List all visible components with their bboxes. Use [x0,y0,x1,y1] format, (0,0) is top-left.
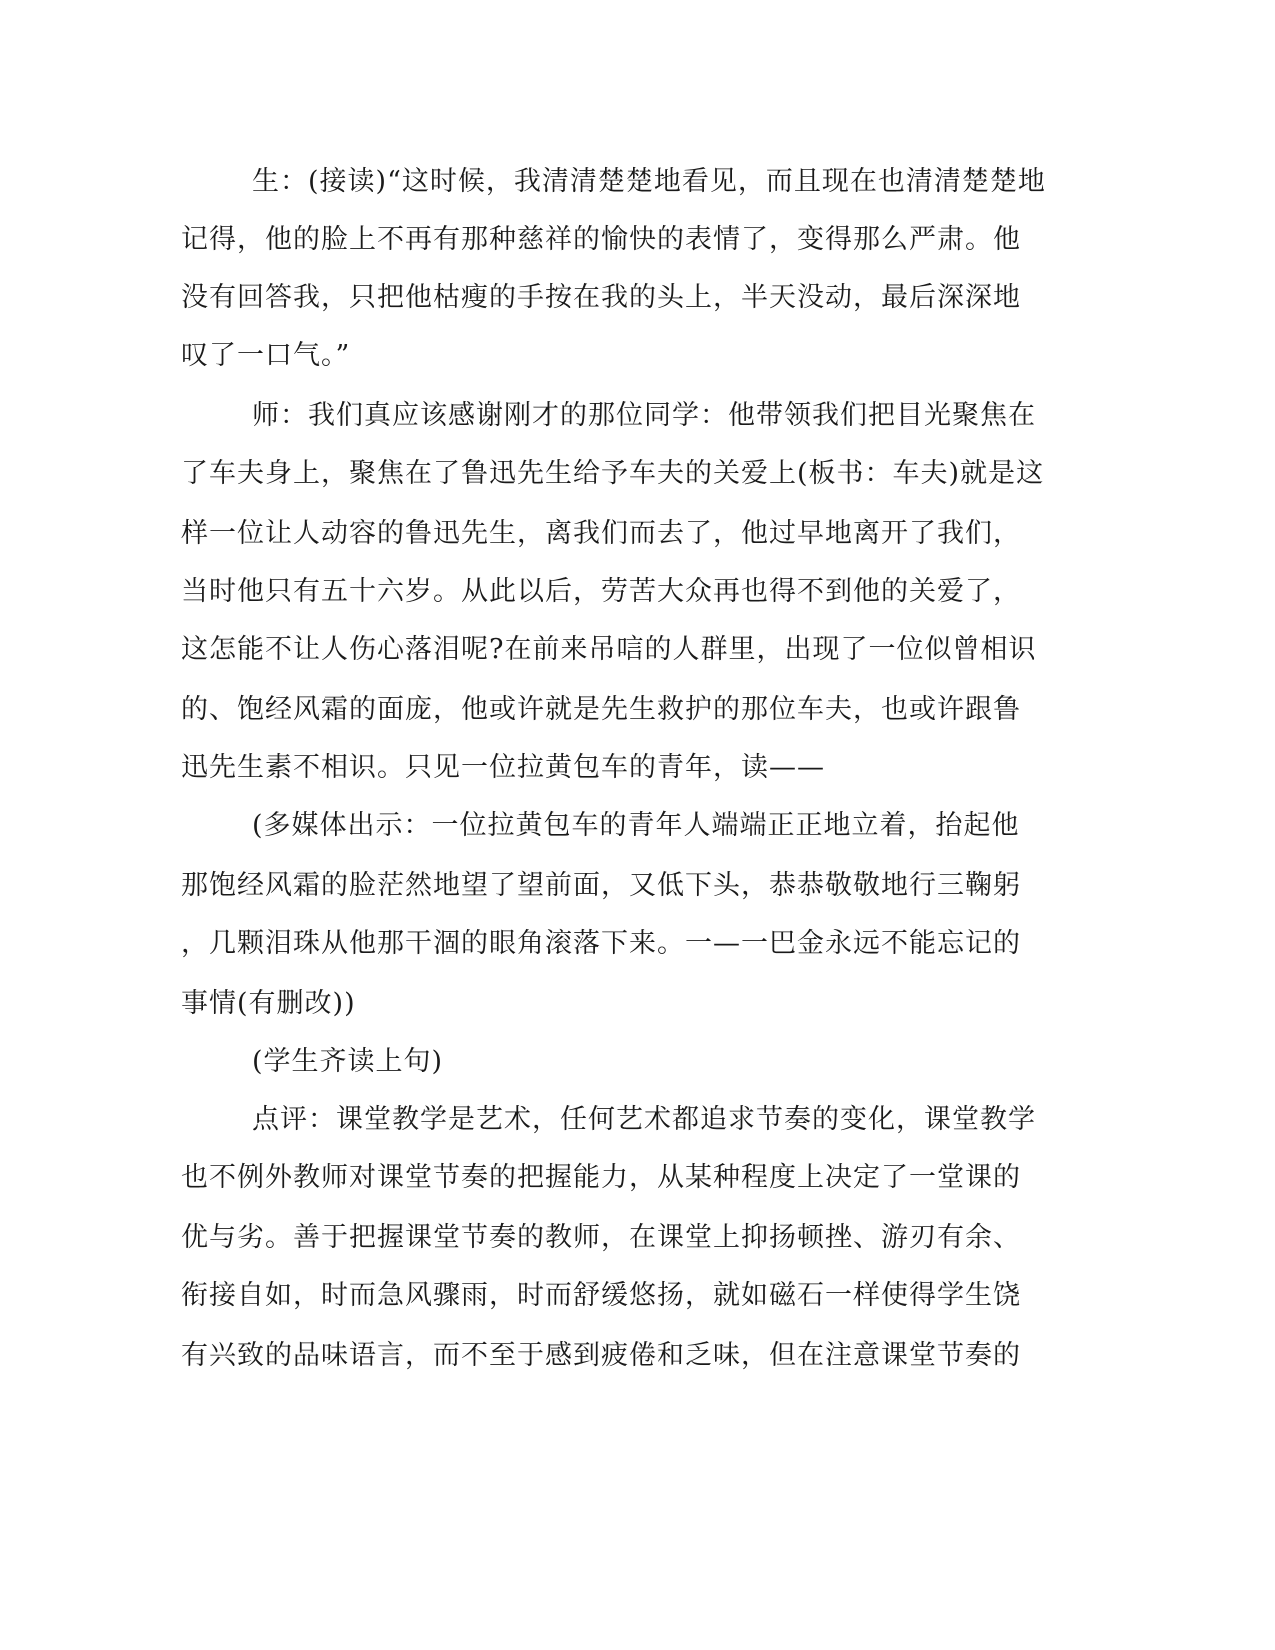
paragraph-2-line-2: 了车夫身上，聚焦在了鲁迅先生给予车夫的关爱上(板书：车夫)就是这 [181,458,1045,489]
paragraph-5-line-3: 优与劣。善于把握课堂节奏的教师，在课堂上抑扬顿挫、游刃有余、 [181,1222,1021,1253]
paragraph-3-line-3: ，几颗泪珠从他那干涸的眼角滚落下来。一—一巴金永远不能忘记的 [181,928,1021,959]
paragraph-3-line-4: 事情(有删改)) [181,988,356,1019]
paragraph-2-line-5: 这怎能不让人伤心落泪呢?在前来吊唁的人群里，出现了一位似曾相识 [181,634,1037,665]
paragraph-5-line-2: 也不例外教师对课堂节奏的把握能力，从某种程度上决定了一堂课的 [181,1162,1021,1193]
paragraph-2-line-7: 迅先生素不相识。只见一位拉黄包车的青年，读—— [181,752,825,783]
paragraph-3-line-1: (多媒体出示：一位拉黄包车的青年人端端正正地立着，抬起他 [252,810,1020,841]
paragraph-5-line-5: 有兴致的品味语言，而不至于感到疲倦和乏味，但在注意课堂节奏的 [181,1340,1021,1371]
paragraph-5-line-4: 衔接自如，时而急风骤雨，时而舒缓悠扬，就如磁石一样使得学生饶 [181,1280,1021,1311]
paragraph-2-line-6: 的、饱经风霜的面庞，他或许就是先生救护的那位车夫，也或许跟鲁 [181,694,1021,725]
paragraph-1-line-3: 没有回答我，只把他枯瘦的手按在我的头上，半天没动，最后深深地 [181,282,1021,313]
paragraph-2-line-1: 师：我们真应该感谢刚才的那位同学：他带领我们把目光聚焦在 [252,400,1036,431]
paragraph-1-line-4: 叹了一口气。” [181,340,351,371]
paragraph-3-line-2: 那饱经风霜的脸茫然地望了望前面，又低下头，恭恭敬敬地行三鞠躬 [181,870,1021,901]
paragraph-2-line-4: 当时他只有五十六岁。从此以后，劳苦大众再也得不到他的关爱了， [181,576,1021,607]
paragraph-1-line-1: 生：(接读)“这时候，我清清楚楚地看见，而且现在也清清楚楚地 [252,166,1046,197]
paragraph-2-line-3: 样一位让人动容的鲁迅先生，离我们而去了，他过早地离开了我们， [181,518,1021,549]
paragraph-1-line-2: 记得，他的脸上不再有那种慈祥的愉快的表情了，变得那么严肃。他 [181,224,1021,255]
paragraph-5-line-1: 点评：课堂教学是艺术，任何艺术都追求节奏的变化，课堂教学 [252,1104,1036,1135]
paragraph-4-line-1: (学生齐读上句) [252,1046,444,1077]
